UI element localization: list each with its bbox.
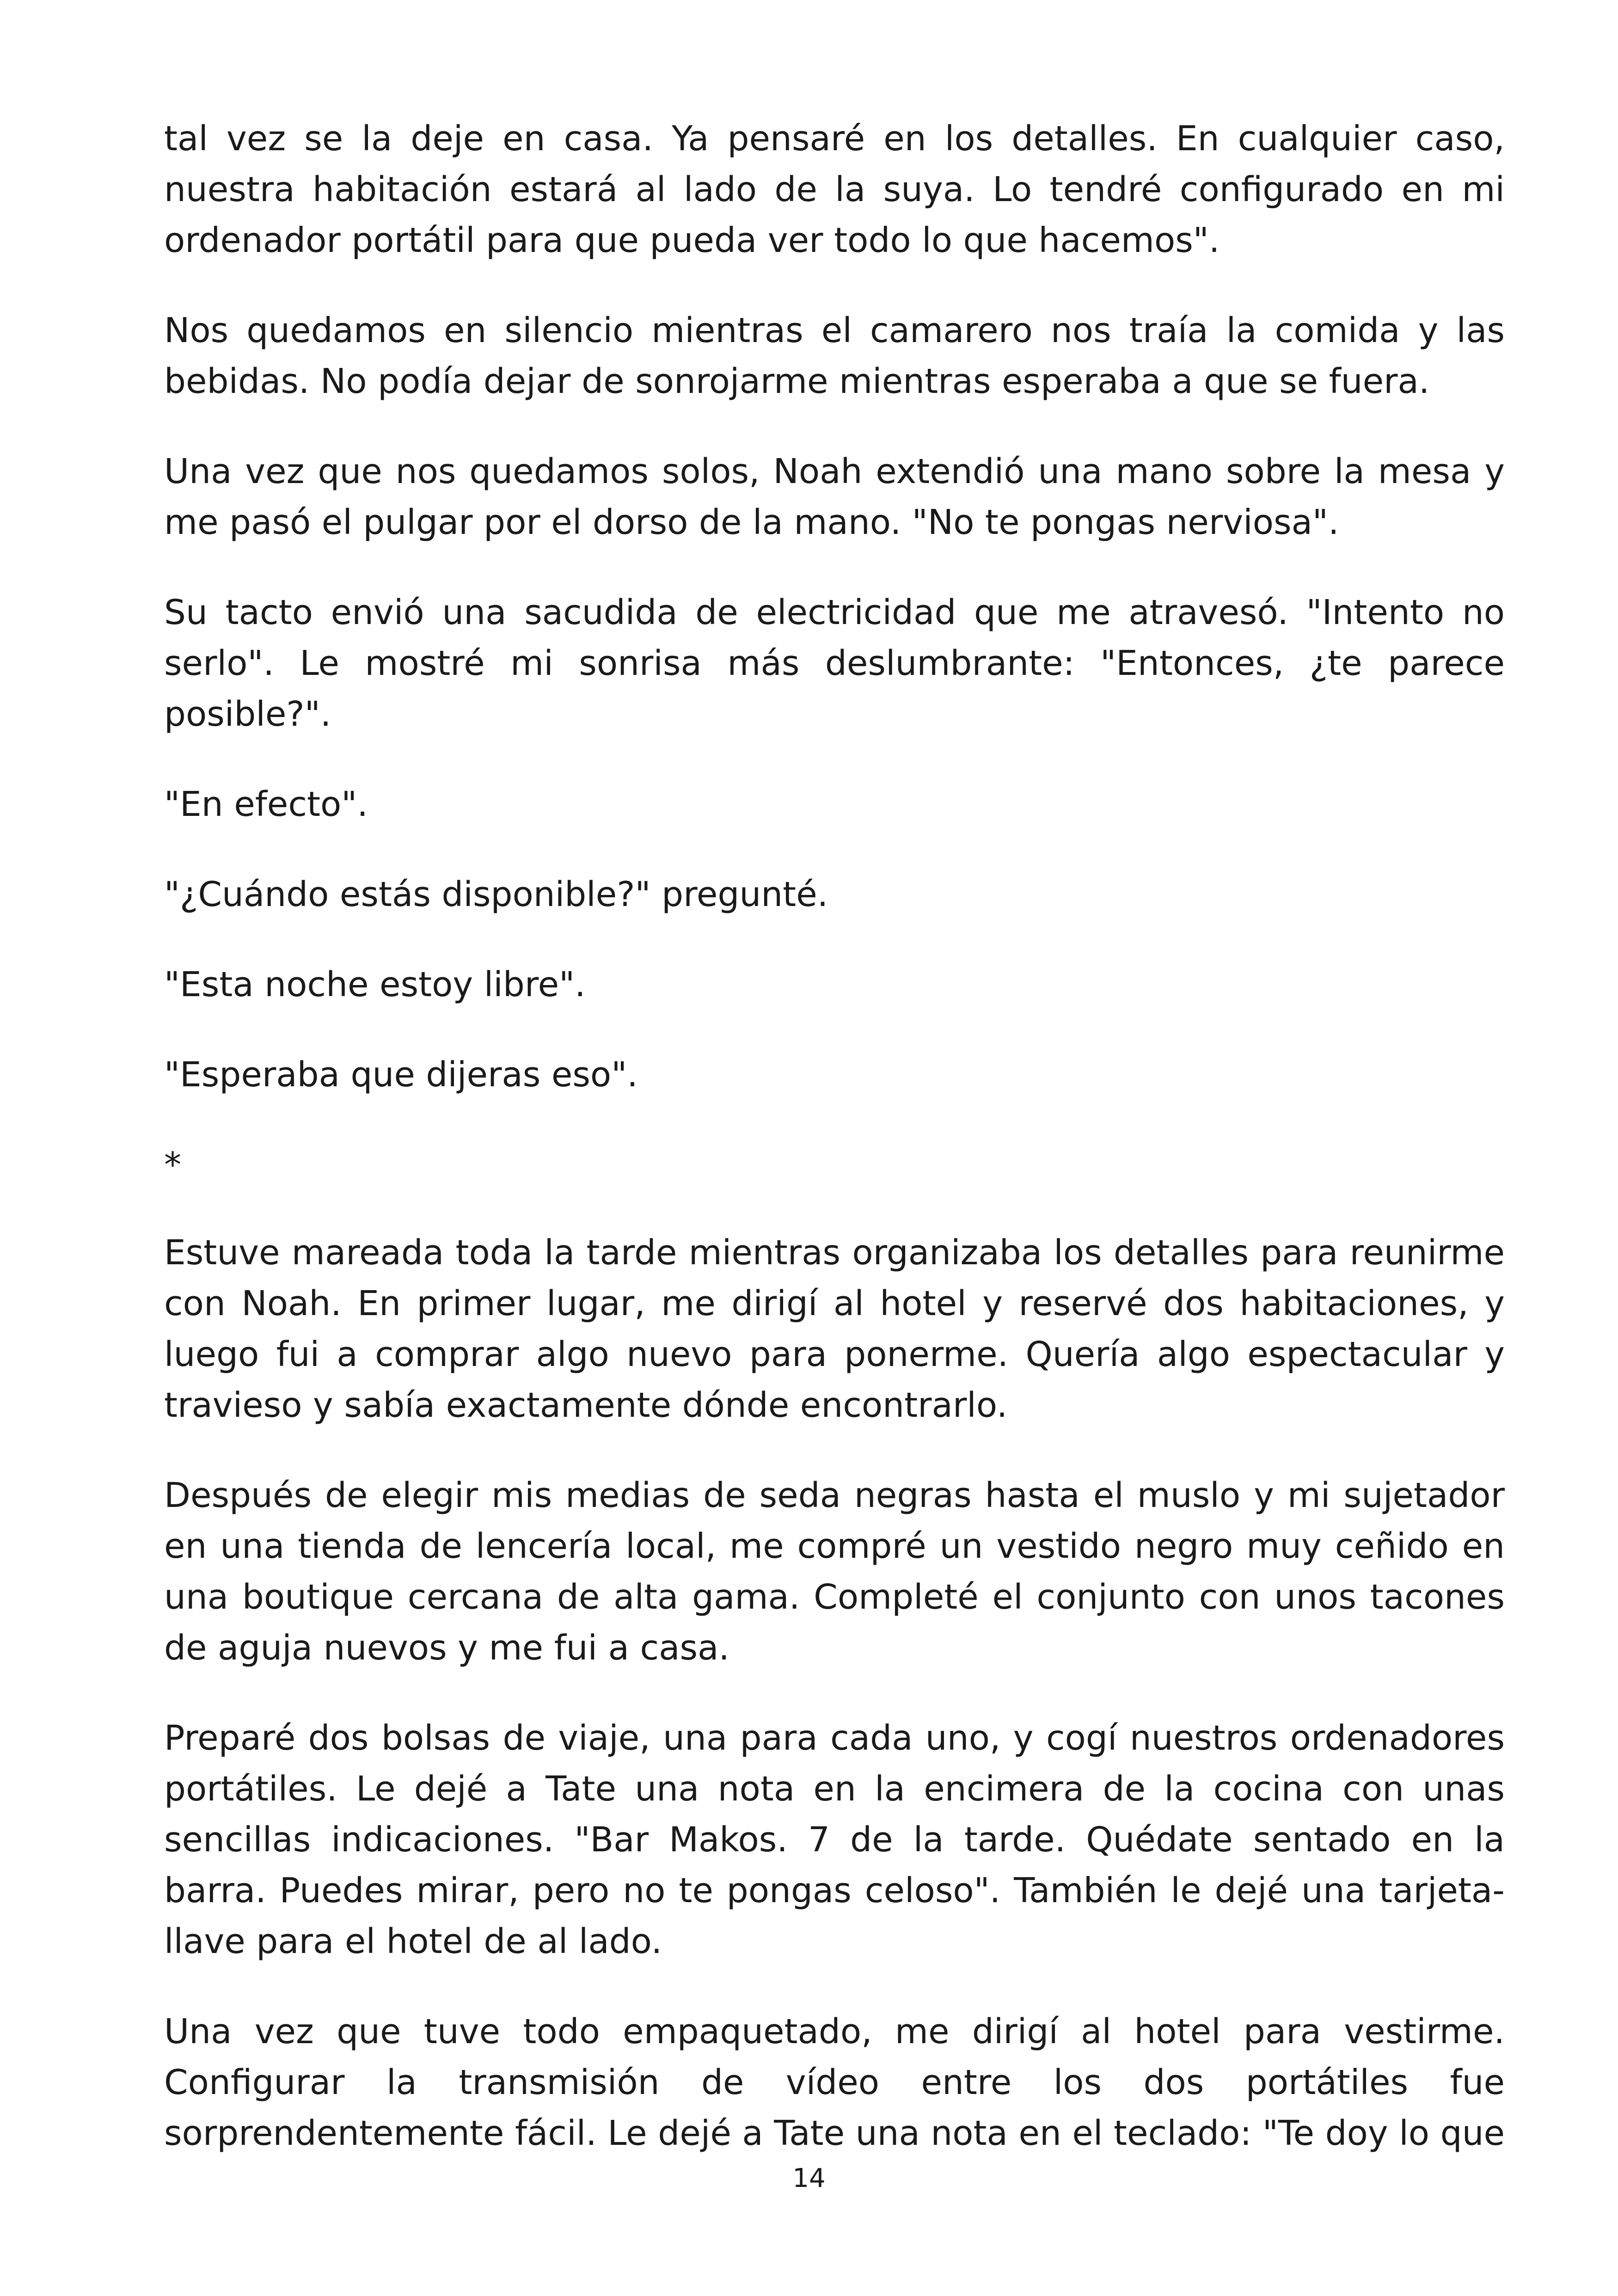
dialogue-line: "¿Cuándo estás disponible?" pregunté.	[164, 875, 828, 914]
page-number: 14	[792, 2163, 826, 2193]
paragraph: Nos quedamos en silencio mientras el camarero nos traía la comida y las bebidas. No podía dejar de sonrojarme mientras esperaba a que se fuera.	[164, 311, 1505, 401]
paragraph: Preparé dos bolsas de viaje, una para cada uno, y cogí nuestros ordenadores portátiles. Le dejé a Tate una nota en la encimera de la cocina con unas sencillas indicaciones. "Bar Makos. 7 de la tarde. Quédate sentado en la barra. Puedes mirar, pero no te pongas celoso". También le dejé una tarjeta-llave para el hotel de al lado.	[164, 1718, 1505, 1961]
dialogue-line: "Esta noche estoy libre".	[164, 965, 586, 1004]
paragraph: Una vez que tuve todo empaquetado, me dirigí al hotel para vestirme. Configurar la transmisión de vídeo entre los dos portátiles fue sorprendentemente fácil. Le dejé a Tate una nota en el teclado: "Te doy lo que	[164, 2012, 1505, 2153]
paragraph: Su tacto envió una sacudida de electricidad que me atravesó. "Intento no serlo". Le mostré mi sonrisa más deslumbrante: "Entonces, ¿te parece posible?".	[164, 593, 1505, 734]
body-text	[164, 113, 1505, 2159]
paragraph: tal vez se la deje en casa. Ya pensaré en los detalles. En cualquier caso, nuestra habitación estará al lado de la suya. Lo tendré configurado en mi ordenador portátil para que pueda ver todo lo que hacemos".	[164, 119, 1505, 260]
dialogue-line: "Esperaba que dijeras eso".	[164, 1055, 638, 1095]
dialogue-line: "En efecto".	[164, 784, 368, 824]
scene-break: *	[164, 1145, 181, 1185]
paragraph: Una vez que nos quedamos solos, Noah extendió una mano sobre la mesa y me pasó el pulgar por el dorso de la mano. "No te pongas nerviosa".	[164, 452, 1505, 542]
paragraph: Estuve mareada toda la tarde mientras organizaba los detalles para reunirme con Noah. En primer lugar, me dirigí al hotel y reservé dos habitaciones, y luego fui a comprar algo nuevo para ponerme. Quería algo espectacular y travieso y sabía exactamente dónde encontrarlo.	[164, 1233, 1505, 1425]
paragraph: Después de elegir mis medias de seda negras hasta el muslo y mi sujetador en una tienda de lencería local, me compré un vestido negro muy ceñido en una boutique cercana de alta gama. Completé el conjunto con unos tacones de aguja nuevos y me fui a casa.	[164, 1476, 1505, 1668]
